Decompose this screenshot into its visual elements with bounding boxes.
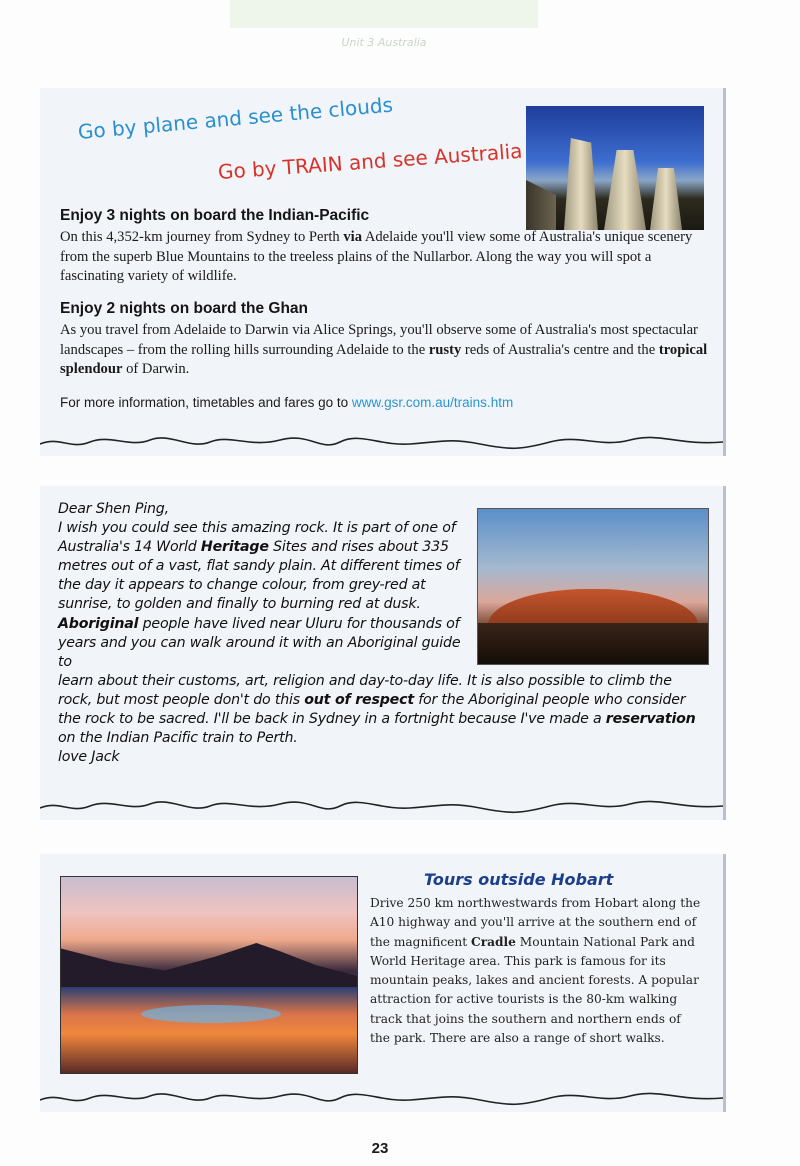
letter-card: [40, 486, 726, 820]
hobart-tours-card: [40, 854, 726, 1112]
unit-caption: Unit 3 Australia: [341, 36, 427, 49]
indian-pacific-heading: Enjoy 3 nights on board the Indian-Pacific: [60, 207, 370, 224]
train-ad-card: [40, 88, 726, 456]
hobart-text: Drive 250 km northwestwards from Hobart along the A10 highway and you'll arrive at the southern end of the magnificent Cradle Mountain National Park and World Heritage area. This park is famous for its mountain peaks, lakes and ancient forests. A popular attraction for active tourists is the 80-km walking track that joins the southern and northern ends of the park. There are also a range of short walks.: [370, 896, 701, 1046]
hobart-title: Tours outside Hobart: [424, 870, 614, 889]
torn-edge: [40, 430, 723, 456]
torn-edge: [40, 1086, 723, 1112]
slogan-train: Go by TRAIN and see Australia: [217, 138, 524, 184]
cliff-shape: [526, 180, 556, 230]
page-number: 23: [371, 1140, 389, 1157]
header-strip: [230, 0, 538, 28]
indian-pacific-text: On this 4,352-km journey from Sydney to Perth via Adelaide you'll view some of Australia's unique scenery from the superb Blue Mountains to the treeless plains of the Nullarbor. Along the way you will spot a fascinating variety of wildlife.: [60, 229, 693, 284]
letter-body-narrow: I wish you could see this amazing rock. It is part of one of Australia's 14 World Heritage Sites and rises about 335 metres out of a vast, flat sandy plain. At different times of the day it appears to change colour, from grey-red at sunrise, to golden and finally to burning red at dusk. Aboriginal people have lived near Uluru for thousands of years and you can walk around it with an Aboriginal guide to: [58, 520, 461, 670]
torn-edge: [40, 794, 723, 820]
lake-reflection: [141, 1005, 281, 1023]
cradle-mountain-photo: [60, 876, 358, 1074]
letter-signoff: love Jack: [58, 749, 120, 766]
letter-greeting: Dear Shen Ping,: [58, 501, 169, 517]
rock-pillar: [604, 150, 646, 230]
mountain-silhouette: [61, 932, 357, 987]
blue-mountains-photo: [526, 106, 704, 230]
trains-link[interactable]: www.gsr.com.au/trains.htm: [351, 395, 514, 410]
letter-body-wide: learn about their customs, art, religion and day-to-day life. It is also possible to climb the rock, but most people don't do this out of respect for the Aboriginal people who consider the rock to be sacred. I'll be back in Sydney in a fortnight because I've made a reservation on the Indian Pacific train to Perth.: [58, 672, 696, 747]
ghan-heading: Enjoy 2 nights on board the Ghan: [60, 300, 309, 317]
rock-pillar: [650, 168, 682, 230]
letter-text: [58, 500, 708, 767]
info-line: For more information, timetables and fares go to www.gsr.com.au/trains.htm: [60, 395, 514, 410]
ghan-text: As you travel from Adelaide to Darwin via Alice Springs, you'll observe some of Australia's most spectacular landscapes – from the rolling hills surrounding Adelaide to the rusty reds of Australia's centre and the tropical splendour of Darwin.: [60, 322, 708, 377]
rock-pillar: [564, 138, 598, 230]
slogan-plane: Go by plane and see the clouds: [76, 92, 394, 144]
